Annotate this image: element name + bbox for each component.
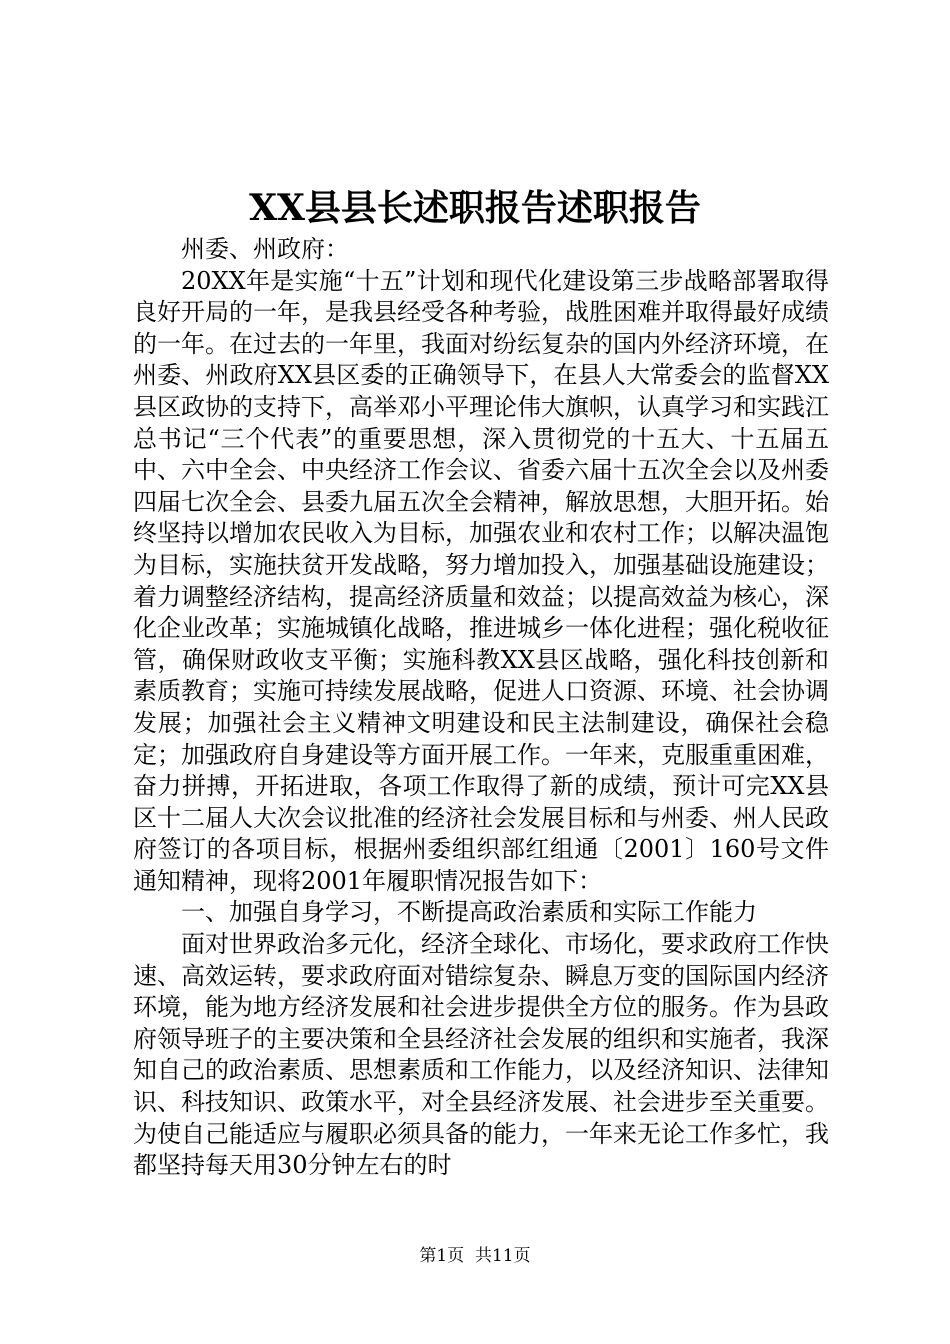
page-number-label: 第1页 共11页 <box>419 1246 531 1266</box>
salutation: 州委、州政府： <box>181 235 349 263</box>
document-body <box>133 234 829 1182</box>
body-paragraph: 20XX年是实施“十五”计划和现代化建设第三步战略部署取得良好开局的一年，是我县经受各种考验，战胜困难并取得最好成绩的一年。在过去的一年里，我面对纷纭复杂的国内外经济环境，在州委、州政府XX县区委的正确领导下，在县人大常委会的监督XX县区政协的支持下，高举邓小平理论伟大旗帜，认真学习和实践江总书记“三个代表”的重要思想，深入贯彻党的十五大、十五届五中、六中全会、中央经济工作会议、省委六届十五次全会以及州委四届七次全会、县委九届五次全会精神，解放思想，大胆开拓。始终坚持以增加农民收入为目标，加强农业和农村工作；以解决温饱为目标，实施扶贫开发战略，努力增加投入，加强基础设施建设；着力调整经济结构，提高经济质量和效益；以提高效益为核心，深化企业改革；实施城镇化战略，推进城乡一体化进程；强化税收征管，确保财政收支平衡；实施科教XX县区战略，强化科技创新和素质教育；实施可持续发展战略，促进人口资源、环境、社会协调发展；加强社会主义精神文明建设和民主法制建设，确保社会稳定；加强政府自身建设等方面开展工作。一年来，克服重重困难，奋力拼搏，开拓进取，各项工作取得了新的成绩，预计可完XX县区十二届人大次会议批准的经济社会发展目标和与州委、州人民政府签订的各项目标，根据州委组织部红组通〔2001〕160号文件通知精神，现将2001年履职情况报告如下： <box>133 266 829 895</box>
page-footer <box>0 1244 950 1268</box>
document-title: XX县县长述职报告述职报告 <box>249 187 701 229</box>
section-heading: 一、加强自身学习，不断提高政治素质和实际工作能力 <box>181 898 757 927</box>
section-paragraph: 面对世界政治多元化，经济全球化、市场化，要求政府工作快速、高效运转，要求政府面对错综复杂、瞬息万变的国际国内经济环境，能为地方经济发展和社会进步提供全方位的服务。作为县政府领导班子的主要决策和全县经济社会发展的组织和实施者，我深知自己的政治素质、思想素质和工作能力，以及经济知识、法律知识、科技知识、政策水平，对全县经济发展、社会进步至关重要。为使自己能适应与履职必须具备的能力，一年来无论工作多忙，我都坚持每天用30分钟左右的时 <box>133 930 829 1180</box>
